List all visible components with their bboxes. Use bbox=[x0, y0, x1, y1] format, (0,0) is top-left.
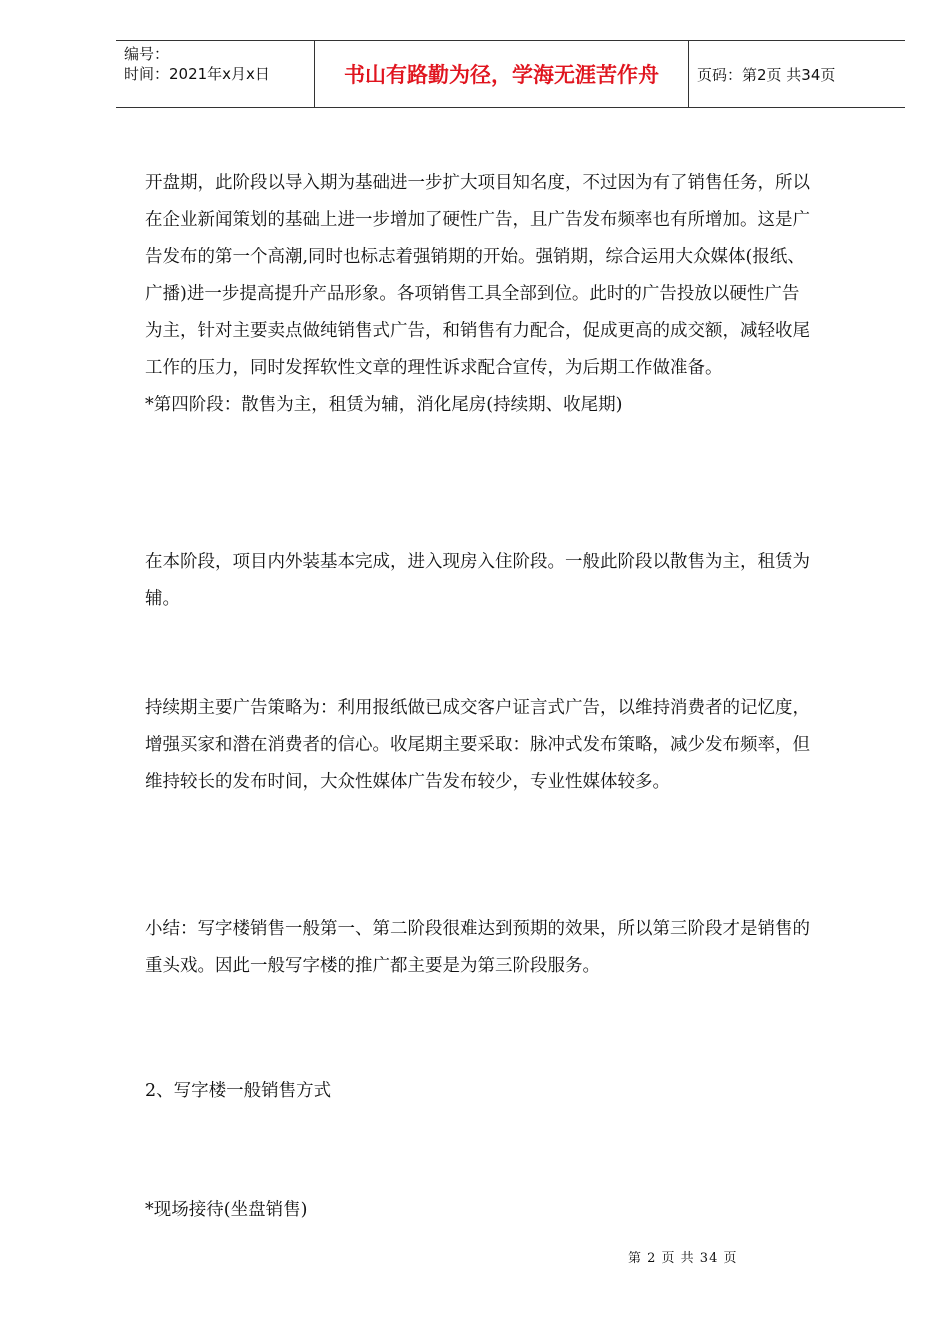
text-line: 重头戏。因此一般写字楼的推广都主要是为第三阶段服务。 bbox=[145, 956, 600, 976]
page-header bbox=[116, 40, 905, 108]
header-page-info: 页码：第2页 共34页 bbox=[697, 65, 836, 84]
header-meta bbox=[116, 41, 315, 107]
bullet-item: *现场接待(坐盘销售) bbox=[145, 1200, 308, 1220]
paragraph-ad-strategy bbox=[145, 690, 880, 801]
text-line: 小结：写字楼销售一般第一、第二阶段很难达到预期的效果，所以第三阶段才是销售的 bbox=[145, 919, 810, 939]
text-line: 增强买家和潜在消费者的信心。收尾期主要采取：脉冲式发布策略，减少发布频率，但 bbox=[145, 735, 810, 755]
paragraph-opening-period bbox=[145, 165, 880, 424]
text-line: 辅。 bbox=[145, 589, 180, 609]
text-line: 在企业新闻策划的基础上进一步增加了硬性广告，且广告发布频率也有所增加。这是广 bbox=[145, 210, 810, 230]
document-number-label: 编号： bbox=[124, 45, 170, 63]
section-heading: 2、写字楼一般销售方式 bbox=[145, 1081, 332, 1101]
text-line: 维持较长的发布时间，大众性媒体广告发布较少，专业性媒体较多。 bbox=[145, 772, 670, 792]
header-motto: 书山有路勤为径，学海无涯苦作舟 bbox=[315, 41, 689, 107]
text-line: 告发布的第一个高潮,同时也标志着强销期的开始。强销期，综合运用大众媒体(报纸、 bbox=[145, 247, 805, 267]
text-line: 在本阶段，项目内外装基本完成，进入现房入住阶段。一般此阶段以散售为主，租赁为 bbox=[145, 552, 810, 572]
text-line: 持续期主要广告策略为：利用报纸做已成交客户证言式广告，以维持消费者的记忆度， bbox=[145, 698, 810, 718]
page-footer: 第 2 页 共 34 页 bbox=[628, 1251, 738, 1266]
paragraph-summary bbox=[145, 911, 880, 985]
text-line: 广播)进一步提高提升产品形象。各项销售工具全部到位。此时的广告投放以硬性广告 bbox=[145, 284, 800, 304]
text-line: 开盘期，此阶段以导入期为基础进一步扩大项目知名度，不过因为有了销售任务，所以 bbox=[145, 173, 810, 193]
text-line: 为主，针对主要卖点做纯销售式广告，和销售有力配合，促成更高的成交额，减轻收尾 bbox=[145, 321, 810, 341]
document-time-label: 时间：2021年x月x日 bbox=[124, 65, 270, 83]
text-line: 工作的压力，同时发挥软性文章的理性诉求配合宣传，为后期工作做准备。 bbox=[145, 358, 723, 378]
text-line: *第四阶段：散售为主，租赁为辅，消化尾房(持续期、收尾期) bbox=[145, 395, 623, 415]
paragraph-stage-four bbox=[145, 544, 880, 618]
